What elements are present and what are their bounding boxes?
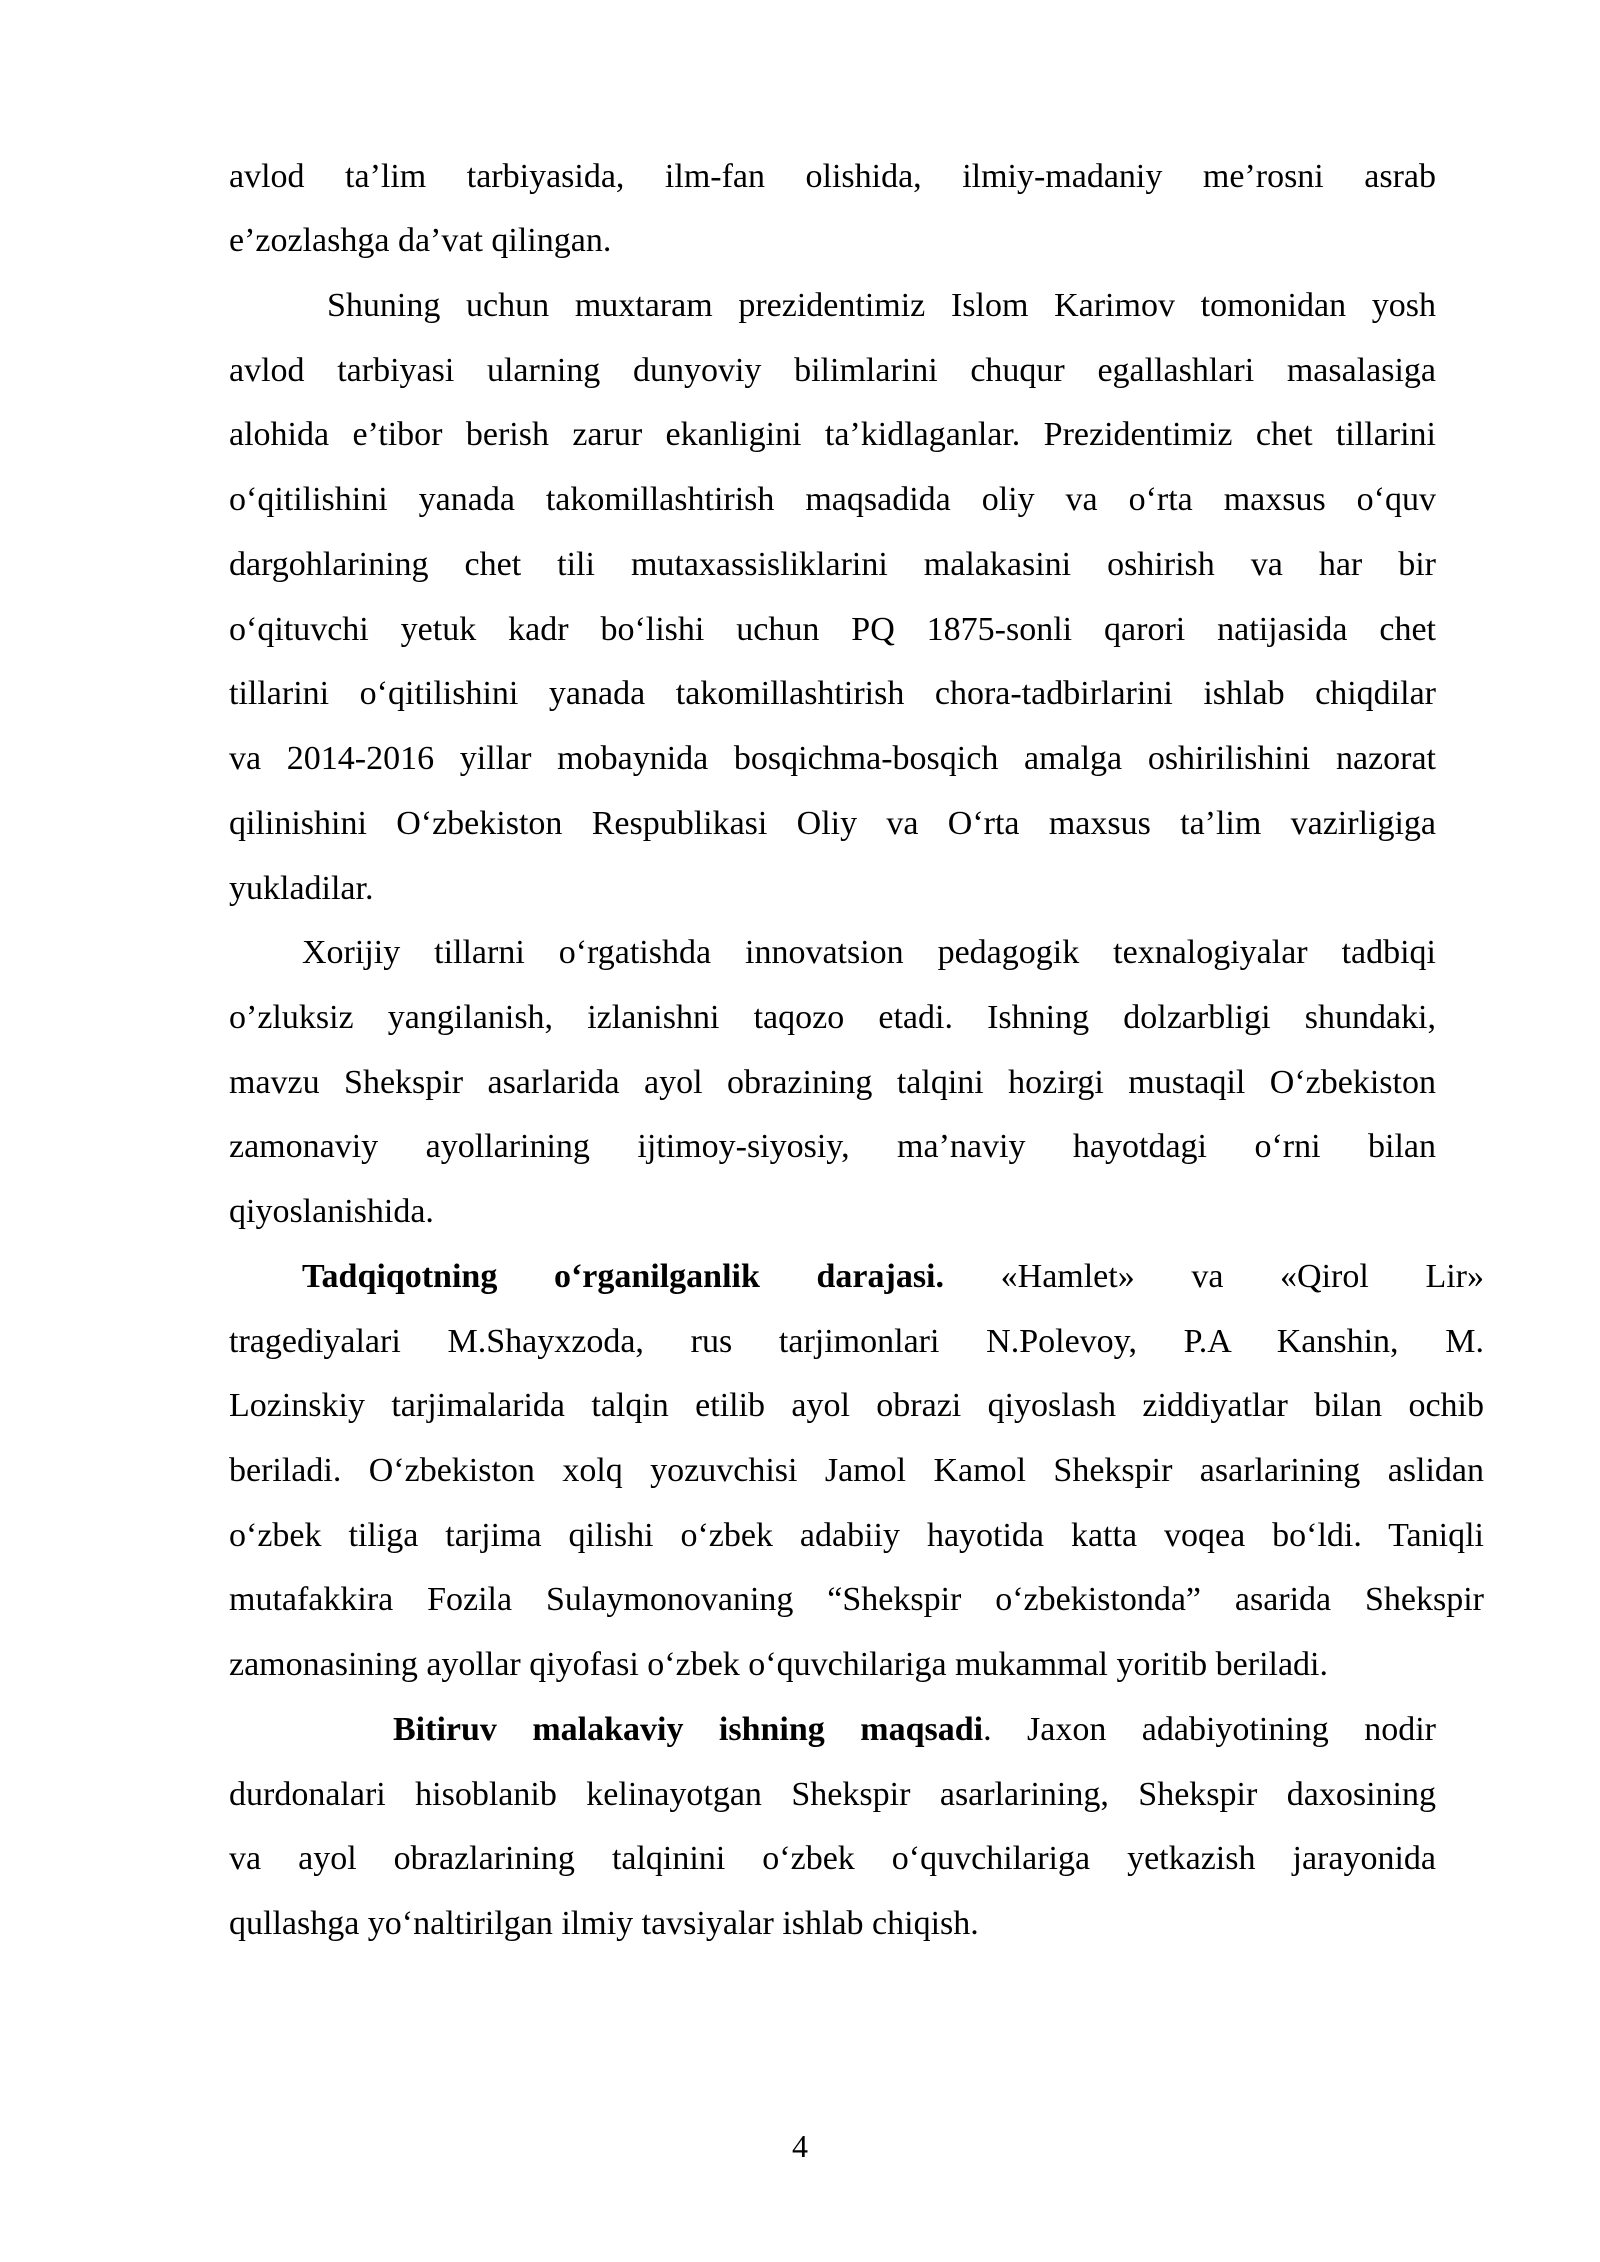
text-line: mutafakkira Fozila Sulaymonovaning “Shekspir o‘zbekistonda” asarida Shekspir (229, 1581, 1484, 1618)
text-line: e’zozlashga da’vat qilingan. (229, 222, 612, 259)
text-line: o‘zbek tiliga tarjima qilishi o‘zbek adabiiy hayotida katta voqea bo‘ldi. Taniqli (229, 1517, 1484, 1554)
text-line: beriladi. O‘zbekiston xolq yozuvchisi Jamol Kamol Shekspir asarlarining aslidan (229, 1452, 1484, 1489)
text-line: va 2014-2016 yillar mobaynida bosqichma-bosqich amalga oshirilishini nazorat (229, 740, 1436, 777)
text-line: avlod tarbiyasi ularning dunyoviy bilimlarini chuqur egallashlari masalasiga (229, 352, 1436, 389)
text-line: alohida e’tibor berish zarur ekanligini ta’kidlaganlar. Prezidentimiz chet tillarini (229, 416, 1436, 453)
text-line: o’zluksiz yangilanish, izlanishni taqozo etadi. Ishning dolzarbligi shundaki, (229, 999, 1436, 1036)
text-line: zamonasining ayollar qiyofasi o‘zbek o‘quvchilariga mukammal yoritib beriladi. (229, 1646, 1329, 1683)
section-text: . Jaxon adabiyotining nodir (983, 1711, 1436, 1748)
text-line: qilinishini O‘zbekiston Respublikasi Oliy va O‘rta maxsus ta’lim vazirligiga (229, 805, 1436, 842)
text-line: Xorijiy tillarni o‘rgatishda innovatsion pedagogik texnalogiyalar tadbiqi (302, 934, 1436, 971)
text-line: yukladilar. (229, 870, 374, 907)
section-heading: Bitiruv malakaviy ishning maqsadi (393, 1711, 984, 1748)
text-line: tragediyalari M.Shayxzoda, rus tarjimonlari N.Polevoy, P.A Kanshin, M. (229, 1323, 1484, 1360)
text-line: Lozinskiy tarjimalarida talqin etilib ayol obrazi qiyoslash ziddiyatlar bilan ochib (229, 1387, 1484, 1424)
text-line: zamonaviy ayollarining ijtimoy-siyosiy, ma’naviy hayotdagi o‘rni bilan (229, 1128, 1436, 1165)
section-text: «Hamlet» va «Qirol Lir» (1000, 1258, 1484, 1295)
text-line: o‘qituvchi yetuk kadr bo‘lishi uchun PQ 1875-sonli qarori natijasida chet (229, 611, 1436, 648)
section-heading: Tadqiqotning o‘rganilganlik darajasi. (302, 1258, 944, 1295)
text-line: Shuning uchun muxtaram prezidentimiz Islom Karimov tomonidan yosh (327, 287, 1436, 324)
text-line: durdonalari hisoblanib kelinayotgan Shekspir asarlarining, Shekspir daxosining (229, 1776, 1436, 1813)
text-line: qiyoslanishida. (229, 1193, 434, 1230)
section-line (393, 1697, 1436, 1762)
section-line (302, 1244, 1484, 1309)
text-line: tillarini o‘qitilishini yanada takomillashtirish chora-tadbirlarini ishlab chiqdilar (229, 675, 1436, 712)
page-number: 4 (792, 2128, 808, 2164)
text-line: o‘qitilishini yanada takomillashtirish maqsadida oliy va o‘rta maxsus o‘quv (229, 481, 1436, 518)
text-line: dargohlarining chet tili mutaxassisliklarini malakasini oshirish va har bir (229, 546, 1436, 583)
text-line: qullashga yo‘naltirilgan ilmiy tavsiyalar ishlab chiqish. (229, 1905, 979, 1942)
text-line: avlod ta’lim tarbiyasida, ilm-fan olishida, ilmiy-madaniy me’rosni asrab (229, 158, 1436, 195)
text-line: va ayol obrazlarining talqinini o‘zbek o‘quvchilariga yetkazish jarayonida (229, 1840, 1436, 1877)
text-line: mavzu Shekspir asarlarida ayol obrazining talqini hozirgi mustaqil O‘zbekiston (229, 1064, 1436, 1101)
